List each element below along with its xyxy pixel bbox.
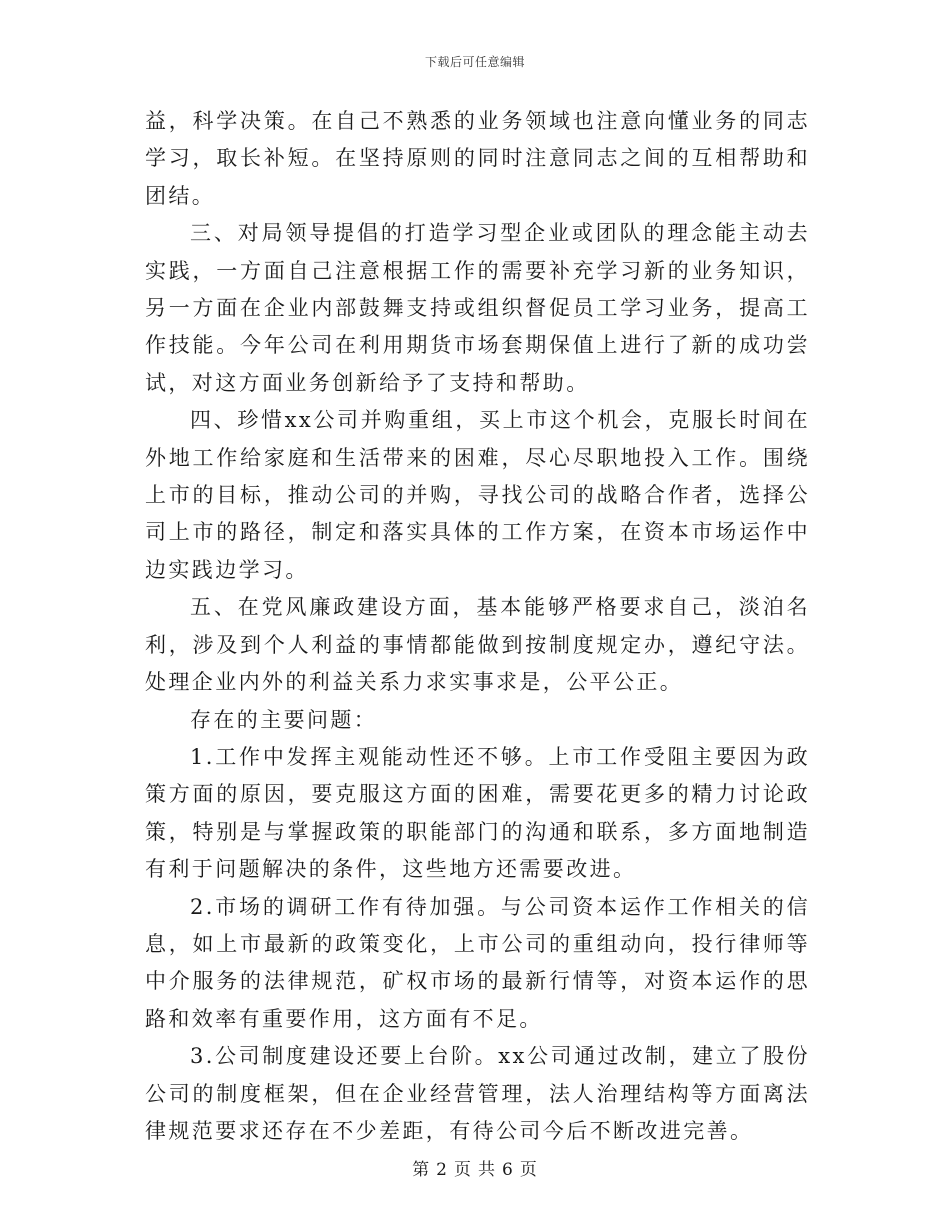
problem-item-1: 1.工作中发挥主观能动性还不够。上市工作受阻主要因为政策方面的原因，要克服这方面的困难，需要花更多的精力讨论政策，特别是与掌握政策的职能部门的沟通和联系，多方面地制造有利于问题解决的条件，这些地方还需要改进。 bbox=[145, 744, 810, 882]
footer-total-unit: 页 bbox=[519, 1160, 538, 1180]
footer-prefix: 第 bbox=[412, 1160, 431, 1180]
page-footer bbox=[0, 1155, 950, 1180]
paragraph-point-five: 五、在党风廉政建设方面，基本能够严格要求自己，淡泊名利，涉及到个人利益的事情都能做到按制度规定办，遵纪守法。处理企业内外的利益关系力求实事求是，公平公正。 bbox=[145, 595, 810, 695]
footer-page-unit: 页 bbox=[454, 1160, 472, 1180]
document-body bbox=[145, 103, 810, 1150]
footer-total-prefix: 共 bbox=[478, 1160, 496, 1180]
footer-total-pages: 6 bbox=[502, 1160, 514, 1180]
paragraph-point-three: 三、对局领导提倡的打造学习型企业或团队的理念能主动去实践，一方面自己注意根据工作的需要补充学习新的业务知识，另一方面在企业内部鼓舞支持或组织督促员工学习业务，提高工作技能。今年公司在利用期货市场套期保值上进行了新的成功尝试，对这方面业务创新给予了支持和帮助。 bbox=[145, 221, 810, 395]
footer-page-number: 2 bbox=[436, 1160, 448, 1180]
paragraph-continuation: 益，科学决策。在自己不熟悉的业务领域也注意向懂业务的同志学习，取长补短。在坚持原则的同时注意同志之间的互相帮助和团结。 bbox=[145, 109, 810, 208]
paragraph-point-four: 四、珍惜xx公司并购重组，买上市这个机会，克服长时间在外地工作给家庭和生活带来的困难，尽心尽职地投入工作。围绕上市的目标，推动公司的并购，寻找公司的战略合作者，选择公司上市的路径，制定和落实具体的工作方案，在资本市场运作中边实践边学习。 bbox=[145, 408, 810, 582]
problem-item-2: 2.市场的调研工作有待加强。与公司资本运作工作相关的信息，如上市最新的政策变化，上市公司的重组动向，投行律师等中介服务的法律规范，矿权市场的最新行情等，对资本运作的思路和效率有重要作用，这方面有不足。 bbox=[145, 894, 810, 1031]
header-note: 下载后可任意编辑 bbox=[424, 55, 525, 69]
problem-item-3: 3.公司制度建设还要上台阶。xx公司通过改制，建立了股份公司的制度框架，但在企业经营管理，法人治理结构等方面离法律规范要求还存在不少差距，有待公司今后不断改进完善。 bbox=[145, 1044, 810, 1143]
problems-heading: 存在的主要问题： bbox=[190, 707, 378, 732]
